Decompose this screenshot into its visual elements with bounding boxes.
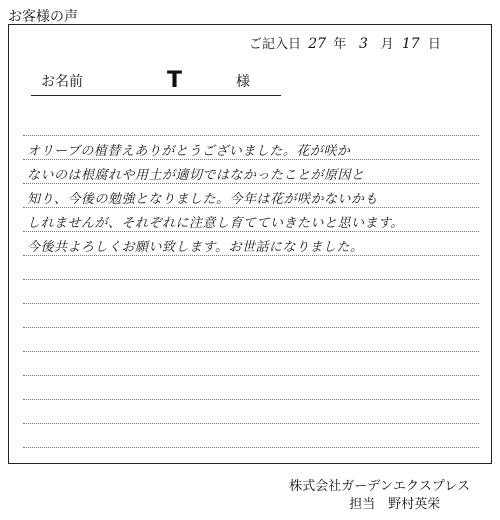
date-month: 3 — [358, 36, 368, 52]
ruled-line — [23, 423, 479, 424]
ruled-line — [23, 303, 479, 304]
date-field — [249, 33, 441, 52]
page-title: お客様の声 — [8, 9, 78, 25]
name-honorific: 様 — [236, 74, 250, 90]
ruled-line — [23, 375, 479, 376]
ruled-line — [23, 159, 479, 160]
name-value: T — [167, 68, 183, 93]
date-day: 17 — [401, 36, 420, 52]
ruled-line — [23, 231, 479, 232]
comment-line-2: ないのは根腐れや用土が適切ではなかったことが原因と — [27, 168, 365, 183]
ruled-line — [23, 135, 479, 136]
comment-line-5: 今後共よろしくお願い致します。お世話になりました。 — [27, 240, 364, 255]
comment-line-3: 知り、今後の勉強となりました。今年は花が咲かないかも — [27, 192, 379, 207]
ruled-line — [23, 351, 479, 352]
ruled-line — [23, 183, 479, 184]
date-day-unit: 日 — [427, 37, 441, 52]
ruled-line — [23, 327, 479, 328]
ruled-line — [23, 399, 479, 400]
name-field — [31, 65, 281, 96]
comment-line-1: オリーブの植替えありがとうございました。花が咲か — [27, 144, 351, 159]
ruled-line — [23, 447, 479, 448]
date-year: 27 — [308, 36, 327, 52]
name-label: お名前 — [41, 74, 83, 90]
staff-name: 担当 野村英栄 — [349, 497, 441, 512]
footer — [289, 478, 470, 514]
company-name: 株式会社ガーデンエクスプレス — [289, 479, 470, 494]
comment-line-4: しれませんが、それぞれに注意し育てていきたいと思います。 — [27, 216, 404, 231]
date-label: ご記入日 — [249, 37, 302, 52]
date-year-unit: 年 — [333, 37, 347, 52]
feedback-form — [8, 24, 492, 464]
ruled-line — [23, 255, 479, 256]
ruled-line — [23, 207, 479, 208]
date-month-unit: 月 — [380, 37, 394, 52]
ruled-line — [23, 279, 479, 280]
